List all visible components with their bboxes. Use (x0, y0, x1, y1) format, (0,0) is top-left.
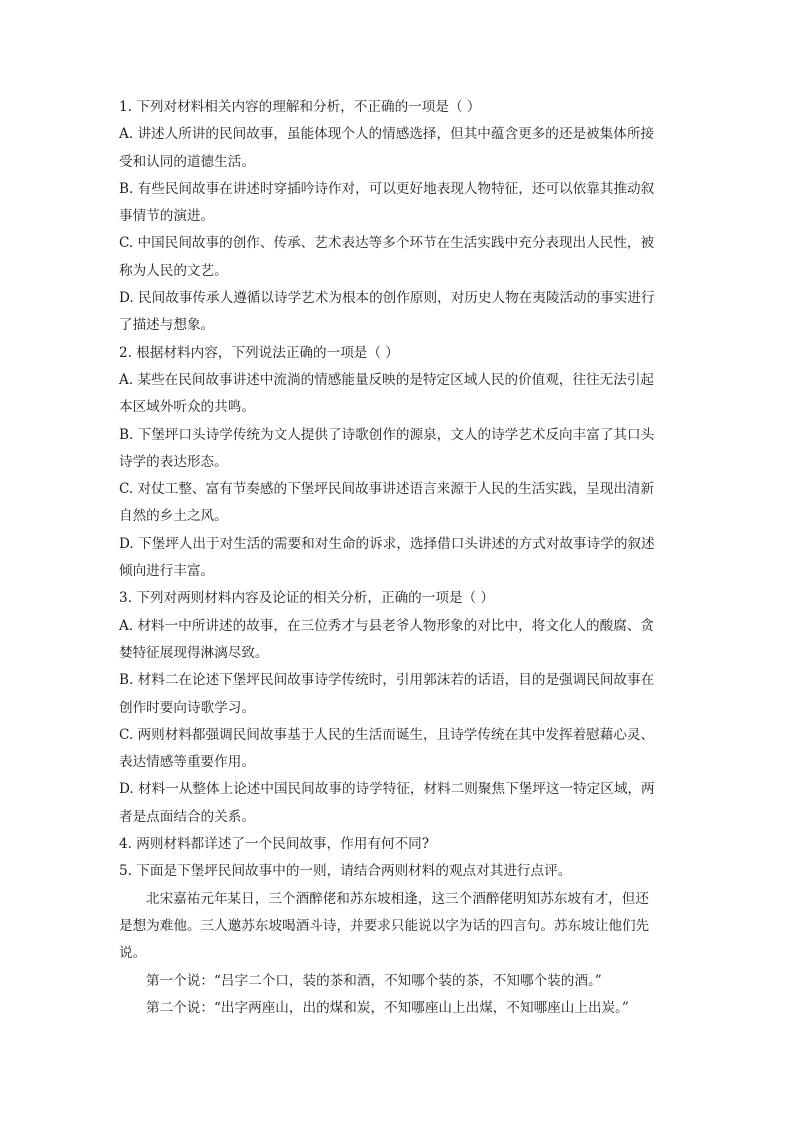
story-line-2: 是想为难他。三人邀苏东坡喝酒斗诗，并要求只能说以字为话的四言句。苏东坡让他们先 (119, 917, 650, 934)
q3-option-a-line1: A. 材料一中所讲述的故事，在三位秀才与县老爷人物形象的对比中，将文化人的酸腐、贪 (119, 617, 655, 634)
question-5-stem: 5. 下面是下堡坪民间故事中的一则，请结合两则材料的观点对其进行点评。 (119, 863, 572, 880)
q2-option-a-line1: A. 某些在民间故事讲述中流淌的情感能量反映的是特定区域人民的价值观，往往无法引起 (119, 371, 655, 388)
q2-option-c-line2: 自然的乡土之风。 (119, 508, 228, 525)
q1-option-a-line2: 受和认同的道德生活。 (119, 153, 255, 170)
q3-option-b-line2: 创作时要向诗歌学习。 (119, 699, 255, 716)
q2-option-b-line1: B. 下堡坪口头诗学传统为文人提供了诗歌创作的源泉，文人的诗学艺术反向丰富了其口头 (119, 426, 655, 443)
q1-option-d-line2: 了描述与想象。 (119, 317, 215, 334)
q2-option-c-line1: C. 对仗工整、富有节奏感的下堡坪民间故事讲述语言来源于人民的生活实践，呈现出清新 (119, 481, 655, 498)
q2-option-d-line1: D. 下堡坪人出于对生活的需要和对生命的诉求，选择借口头讲述的方式对故事诗学的叙述 (119, 535, 655, 552)
q3-option-d-line2: 者是点面结合的关系。 (119, 808, 255, 825)
question-1-stem: 1. 下列对材料相关内容的理解和分析，不正确的一项是（ ） (119, 99, 481, 115)
story-line-4: 第一个说：“吕字二个口，装的茶和酒，不知哪个装的茶，不知哪个装的酒。” (146, 972, 602, 989)
q3-option-c-line1: C. 两则材料都强调民间故事基于人民的生活而诞生，且诗学传统在其中发挥着慰藉心灵、 (119, 726, 655, 743)
story-line-1: 北宋嘉祐元年某日，三个酒醉佬和苏东坡相逢，这三个酒醉佬明知苏东坡有才，但还 (146, 890, 649, 907)
question-3-stem: 3. 下列对两则材料内容及论证的相关分析，正确的一项是（ ） (119, 590, 495, 607)
q1-option-c-line2: 称为人民的文艺。 (119, 262, 228, 279)
q3-option-a-line2: 婪特征展现得淋漓尽致。 (119, 644, 269, 661)
story-line-3: 说。 (119, 945, 147, 962)
q1-option-d-line1: D. 民间故事传承人遵循以诗学艺术为根本的创作原则，对历史人物在夷陵活动的事实进行 (119, 290, 655, 307)
question-4-stem: 4. 两则材料都详述了一个民间故事，作用有何不同? (119, 836, 430, 853)
story-line-5: 第二个说：“出字两座山，出的煤和炭，不知哪座山上出煤，不知哪座山上出炭。” (146, 999, 629, 1016)
q1-option-b-line1: B. 有些民间故事在讲述时穿插吟诗作对，可以更好地表现人物特征，还可以依靠其推动叙 (119, 180, 655, 197)
q1-option-b-line2: 事情节的演进。 (119, 208, 215, 225)
q1-option-a-line1: A. 讲述人所讲的民间故事，虽能体现个人的情感选择，但其中蕴含更多的还是被集体所接 (119, 126, 655, 143)
q2-option-d-line2: 倾向进行丰富。 (119, 563, 215, 580)
q3-option-c-line2: 表达情感等重要作用。 (119, 754, 255, 771)
question-2-stem: 2. 根据材料内容，下列说法正确的一项是（ ） (119, 344, 399, 361)
question-text-block (119, 94, 679, 1022)
q1-option-c-line1: C. 中国民间故事的创作、传承、艺术表达等多个环节在生活实践中充分表现出人民性，被 (119, 235, 655, 252)
q3-option-b-line1: B. 材料二在论述下堡坪民间故事诗学传统时，引用郭沫若的话语，目的是强调民间故事在 (119, 672, 655, 689)
q2-option-a-line2: 本区域外听众的共鸣。 (119, 399, 255, 416)
q3-option-d-line1: D. 材料一从整体上论述中国民间故事的诗学特征，材料二则聚焦下堡坪这一特定区域，两 (119, 781, 655, 798)
q2-option-b-line2: 诗学的表达形态。 (119, 453, 228, 470)
